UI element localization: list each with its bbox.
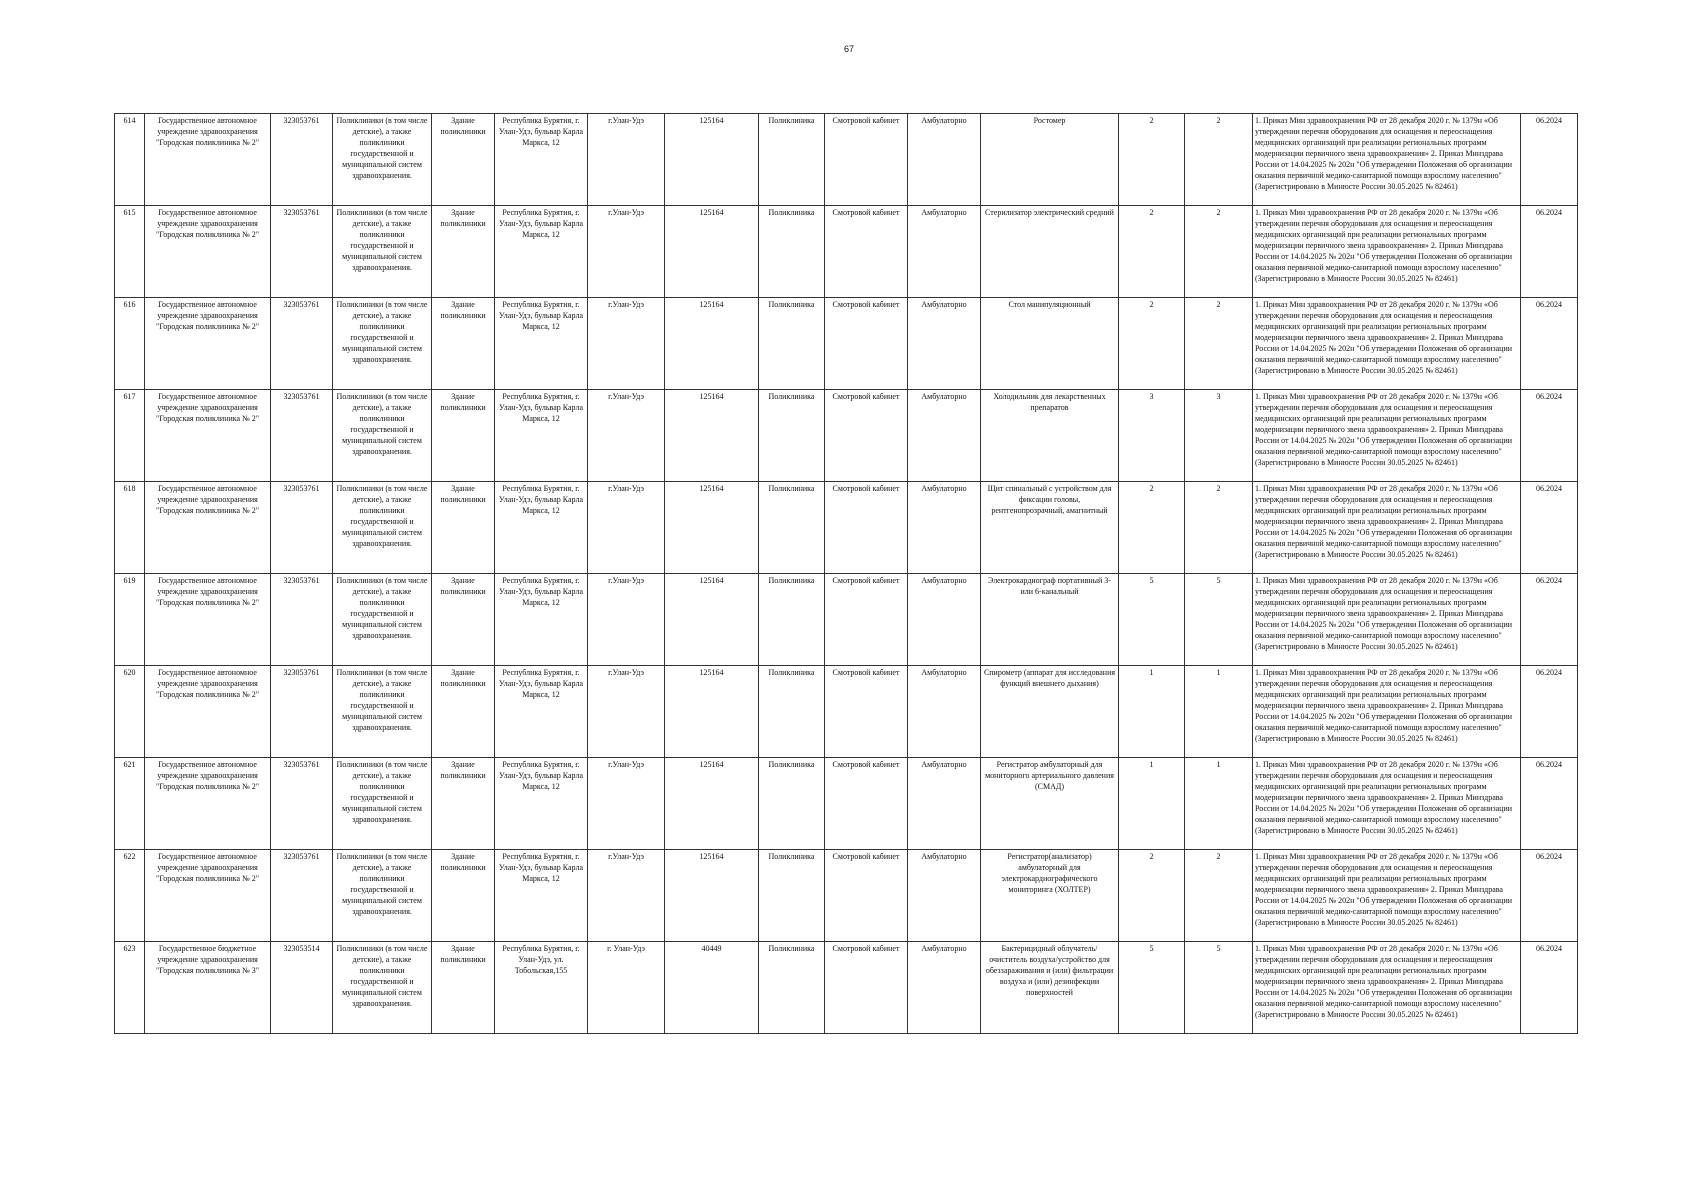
- facility-type: Поликлиники (в том числе детские), а также поликлиники государственной и муниципальной систем здравоохранения.: [333, 482, 432, 574]
- table-row: [115, 758, 1578, 850]
- legal-basis: 1. Приказ Мин здравоохранения РФ от 28 декабря 2020 г. № 1379н «Об утверждении перечня оборудования для оснащения и переоснащения медицинских организаций при реализации региональных программ модернизации первичного звена здравоохранения» 2. Приказ Минздрава России от 14.04.2025 № 202н "Об утверждении Положения об организации оказания первичной медико-санитарной помощи взрослому населению" (Зарегистрировано в Минюсте России 30.05.2025 № 82461): [1253, 850, 1521, 942]
- city: г.Улан-Удэ: [588, 574, 665, 666]
- care-mode: Амбулаторно: [908, 114, 981, 206]
- postal-code: 125164: [665, 298, 759, 390]
- address: Республика Бурятия, г. Улан-Удэ, бульвар Карла Маркса, 12: [495, 666, 588, 758]
- postal-code: 125164: [665, 206, 759, 298]
- building-name: Здание поликлиники: [432, 942, 495, 1034]
- care-mode: Амбулаторно: [908, 390, 981, 482]
- quantity-required: 2: [1119, 206, 1185, 298]
- date: 06.2024: [1521, 298, 1578, 390]
- date: 06.2024: [1521, 114, 1578, 206]
- legal-basis: 1. Приказ Мин здравоохранения РФ от 28 декабря 2020 г. № 1379н «Об утверждении перечня оборудования для оснащения и переоснащения медицинских организаций при реализации региональных программ модернизации первичного звена здравоохранения» 2. Приказ Минздрава России от 14.04.2025 № 202н "Об утверждении Положения об организации оказания первичной медико-санитарной помощи взрослому населению" (Зарегистрировано в Минюсте России 30.05.2025 № 82461): [1253, 390, 1521, 482]
- care-mode: Амбулаторно: [908, 758, 981, 850]
- date: 06.2024: [1521, 758, 1578, 850]
- organization-name: Государственное автономное учреждение здравоохранения "Городская поликлиника № 2": [145, 850, 271, 942]
- room: Смотровой кабинет: [825, 298, 908, 390]
- quantity-required: 2: [1119, 850, 1185, 942]
- address: Республика Бурятия, г. Улан-Удэ, бульвар Карла Маркса, 12: [495, 574, 588, 666]
- quantity-actual: 5: [1185, 574, 1253, 666]
- department: Поликлиника: [759, 482, 825, 574]
- address: Республика Бурятия, г. Улан-Удэ, бульвар Карла Маркса, 12: [495, 390, 588, 482]
- quantity-required: 5: [1119, 574, 1185, 666]
- care-mode: Амбулаторно: [908, 298, 981, 390]
- table-row: [115, 206, 1578, 298]
- address: Республика Бурятия, г. Улан-Удэ, ул. Тобольская,155: [495, 942, 588, 1034]
- inn-code: 323053761: [271, 666, 333, 758]
- equipment-name: Холодильник для лекарственных препаратов: [981, 390, 1119, 482]
- department: Поликлиника: [759, 758, 825, 850]
- room: Смотровой кабинет: [825, 850, 908, 942]
- department: Поликлиника: [759, 206, 825, 298]
- quantity-actual: 2: [1185, 850, 1253, 942]
- address: Республика Бурятия, г. Улан-Удэ, бульвар Карла Маркса, 12: [495, 298, 588, 390]
- facility-type: Поликлиники (в том числе детские), а также поликлиники государственной и муниципальной систем здравоохранения.: [333, 942, 432, 1034]
- table-row: [115, 114, 1578, 206]
- table-row: [115, 298, 1578, 390]
- equipment-name: Электрокардиограф портативный 3- или 6-канальный: [981, 574, 1119, 666]
- date: 06.2024: [1521, 666, 1578, 758]
- table-row: [115, 850, 1578, 942]
- table-row: [115, 942, 1578, 1034]
- row-number: 618: [115, 482, 145, 574]
- room: Смотровой кабинет: [825, 758, 908, 850]
- care-mode: Амбулаторно: [908, 942, 981, 1034]
- city: г. Улан-Удэ: [588, 942, 665, 1034]
- building-name: Здание поликлиники: [432, 758, 495, 850]
- quantity-actual: 2: [1185, 298, 1253, 390]
- address: Республика Бурятия, г. Улан-Удэ, бульвар Карла Маркса, 12: [495, 850, 588, 942]
- building-name: Здание поликлиники: [432, 482, 495, 574]
- equipment-name: Бактерицидный облучатель/очиститель воздуха/устройство для обеззараживания и (или) фильтрации воздуха и (или) дезинфекции поверхностей: [981, 942, 1119, 1034]
- inn-code: 323053761: [271, 482, 333, 574]
- department: Поликлиника: [759, 666, 825, 758]
- quantity-required: 5: [1119, 942, 1185, 1034]
- address: Республика Бурятия, г. Улан-Удэ, бульвар Карла Маркса, 12: [495, 482, 588, 574]
- city: г.Улан-Удэ: [588, 758, 665, 850]
- postal-code: 125164: [665, 574, 759, 666]
- quantity-required: 1: [1119, 666, 1185, 758]
- inn-code: 323053761: [271, 850, 333, 942]
- facility-type: Поликлиники (в том числе детские), а также поликлиники государственной и муниципальной систем здравоохранения.: [333, 758, 432, 850]
- facility-type: Поликлиники (в том числе детские), а также поликлиники государственной и муниципальной систем здравоохранения.: [333, 666, 432, 758]
- city: г.Улан-Удэ: [588, 482, 665, 574]
- quantity-required: 2: [1119, 298, 1185, 390]
- row-number: 617: [115, 390, 145, 482]
- organization-name: Государственное автономное учреждение здравоохранения "Городская поликлиника № 2": [145, 482, 271, 574]
- postal-code: 125164: [665, 850, 759, 942]
- quantity-actual: 1: [1185, 666, 1253, 758]
- inn-code: 323053761: [271, 758, 333, 850]
- date: 06.2024: [1521, 206, 1578, 298]
- address: Республика Бурятия, г. Улан-Удэ, бульвар Карла Маркса, 12: [495, 206, 588, 298]
- address: Республика Бурятия, г. Улан-Удэ, бульвар Карла Маркса, 12: [495, 758, 588, 850]
- facility-type: Поликлиники (в том числе детские), а также поликлиники государственной и муниципальной систем здравоохранения.: [333, 298, 432, 390]
- building-name: Здание поликлиники: [432, 114, 495, 206]
- organization-name: Государственное автономное учреждение здравоохранения "Городская поликлиника № 2": [145, 298, 271, 390]
- city: г.Улан-Удэ: [588, 666, 665, 758]
- room: Смотровой кабинет: [825, 666, 908, 758]
- quantity-actual: 2: [1185, 206, 1253, 298]
- table-row: [115, 482, 1578, 574]
- city: г.Улан-Удэ: [588, 206, 665, 298]
- row-number: 621: [115, 758, 145, 850]
- address: Республика Бурятия, г. Улан-Удэ, бульвар Карла Маркса, 12: [495, 114, 588, 206]
- facility-type: Поликлиники (в том числе детские), а также поликлиники государственной и муниципальной систем здравоохранения.: [333, 114, 432, 206]
- quantity-required: 2: [1119, 482, 1185, 574]
- equipment-name: Регистратор(анализатор) амбулаторный для электрокардиографического мониторинга (ХОЛТЕР): [981, 850, 1119, 942]
- building-name: Здание поликлиники: [432, 574, 495, 666]
- row-number: 616: [115, 298, 145, 390]
- legal-basis: 1. Приказ Мин здравоохранения РФ от 28 декабря 2020 г. № 1379н «Об утверждении перечня оборудования для оснащения и переоснащения медицинских организаций при реализации региональных программ модернизации первичного звена здравоохранения» 2. Приказ Минздрава России от 14.04.2025 № 202н "Об утверждении Положения об организации оказания первичной медико-санитарной помощи взрослому населению" (Зарегистрировано в Минюсте России 30.05.2025 № 82461): [1253, 574, 1521, 666]
- organization-name: Государственное автономное учреждение здравоохранения "Городская поликлиника № 2": [145, 758, 271, 850]
- postal-code: 40449: [665, 942, 759, 1034]
- inn-code: 323053514: [271, 942, 333, 1034]
- legal-basis: 1. Приказ Мин здравоохранения РФ от 28 декабря 2020 г. № 1379н «Об утверждении перечня оборудования для оснащения и переоснащения медицинских организаций при реализации региональных программ модернизации первичного звена здравоохранения» 2. Приказ Минздрава России от 14.04.2025 № 202н "Об утверждении Положения об организации оказания первичной медико-санитарной помощи взрослому населению" (Зарегистрировано в Минюсте России 30.05.2025 № 82461): [1253, 206, 1521, 298]
- building-name: Здание поликлиники: [432, 298, 495, 390]
- city: г.Улан-Удэ: [588, 390, 665, 482]
- page-number: 67: [843, 44, 854, 54]
- organization-name: Государственное бюджетное учреждение здравоохранения "Городская поликлиника № 3": [145, 942, 271, 1034]
- equipment-name: Регистратор амбулаторный для мониторного артериального давления (СМАД): [981, 758, 1119, 850]
- postal-code: 125164: [665, 666, 759, 758]
- row-number: 615: [115, 206, 145, 298]
- organization-name: Государственное автономное учреждение здравоохранения "Городская поликлиника № 2": [145, 390, 271, 482]
- postal-code: 125164: [665, 114, 759, 206]
- row-number: 623: [115, 942, 145, 1034]
- legal-basis: 1. Приказ Мин здравоохранения РФ от 28 декабря 2020 г. № 1379н «Об утверждении перечня оборудования для оснащения и переоснащения медицинских организаций при реализации региональных программ модернизации первичного звена здравоохранения» 2. Приказ Минздрава России от 14.04.2025 № 202н "Об утверждении Положения об организации оказания первичной медико-санитарной помощи взрослому населению" (Зарегистрировано в Минюсте России 30.05.2025 № 82461): [1253, 298, 1521, 390]
- legal-basis: 1. Приказ Мин здравоохранения РФ от 28 декабря 2020 г. № 1379н «Об утверждении перечня оборудования для оснащения и переоснащения медицинских организаций при реализации региональных программ модернизации первичного звена здравоохранения» 2. Приказ Минздрава России от 14.04.2025 № 202н "Об утверждении Положения об организации оказания первичной медико-санитарной помощи взрослому населению" (Зарегистрировано в Минюсте России 30.05.2025 № 82461): [1253, 758, 1521, 850]
- quantity-actual: 2: [1185, 482, 1253, 574]
- date: 06.2024: [1521, 390, 1578, 482]
- postal-code: 125164: [665, 390, 759, 482]
- equipment-table: [114, 113, 1578, 1034]
- facility-type: Поликлиники (в том числе детские), а также поликлиники государственной и муниципальной систем здравоохранения.: [333, 390, 432, 482]
- table-row: [115, 574, 1578, 666]
- inn-code: 323053761: [271, 206, 333, 298]
- building-name: Здание поликлиники: [432, 850, 495, 942]
- quantity-actual: 1: [1185, 758, 1253, 850]
- room: Смотровой кабинет: [825, 390, 908, 482]
- care-mode: Амбулаторно: [908, 482, 981, 574]
- table-row: [115, 666, 1578, 758]
- table-row: [115, 390, 1578, 482]
- facility-type: Поликлиники (в том числе детские), а также поликлиники государственной и муниципальной систем здравоохранения.: [333, 850, 432, 942]
- equipment-name: Спирометр (аппарат для исследования функций внешнего дыхания): [981, 666, 1119, 758]
- city: г.Улан-Удэ: [588, 298, 665, 390]
- date: 06.2024: [1521, 850, 1578, 942]
- city: г.Улан-Удэ: [588, 850, 665, 942]
- department: Поликлиника: [759, 390, 825, 482]
- building-name: Здание поликлиники: [432, 666, 495, 758]
- legal-basis: 1. Приказ Мин здравоохранения РФ от 28 декабря 2020 г. № 1379н «Об утверждении перечня оборудования для оснащения и переоснащения медицинских организаций при реализации региональных программ модернизации первичного звена здравоохранения» 2. Приказ Минздрава России от 14.04.2025 № 202н "Об утверждении Положения об организации оказания первичной медико-санитарной помощи взрослому населению" (Зарегистрировано в Минюсте России 30.05.2025 № 82461): [1253, 114, 1521, 206]
- care-mode: Амбулаторно: [908, 206, 981, 298]
- row-number: 620: [115, 666, 145, 758]
- equipment-name: Стол манипуляционный: [981, 298, 1119, 390]
- row-number: 622: [115, 850, 145, 942]
- equipment-name: Щит спинальный с устройством для фиксации головы, рентгенопрозрачный, амагнитный: [981, 482, 1119, 574]
- date: 06.2024: [1521, 942, 1578, 1034]
- legal-basis: 1. Приказ Мин здравоохранения РФ от 28 декабря 2020 г. № 1379н «Об утверждении перечня оборудования для оснащения и переоснащения медицинских организаций при реализации региональных программ модернизации первичного звена здравоохранения» 2. Приказ Минздрава России от 14.04.2025 № 202н "Об утверждении Положения об организации оказания первичной медико-санитарной помощи взрослому населению" (Зарегистрировано в Минюсте России 30.05.2025 № 82461): [1253, 666, 1521, 758]
- row-number: 619: [115, 574, 145, 666]
- room: Смотровой кабинет: [825, 942, 908, 1034]
- department: Поликлиника: [759, 574, 825, 666]
- inn-code: 323053761: [271, 574, 333, 666]
- postal-code: 125164: [665, 758, 759, 850]
- room: Смотровой кабинет: [825, 114, 908, 206]
- postal-code: 125164: [665, 482, 759, 574]
- legal-basis: 1. Приказ Мин здравоохранения РФ от 28 декабря 2020 г. № 1379н «Об утверждении перечня оборудования для оснащения и переоснащения медицинских организаций при реализации региональных программ модернизации первичного звена здравоохранения» 2. Приказ Минздрава России от 14.04.2025 № 202н "Об утверждении Положения об организации оказания первичной медико-санитарной помощи взрослому населению" (Зарегистрировано в Минюсте России 30.05.2025 № 82461): [1253, 942, 1521, 1034]
- inn-code: 323053761: [271, 298, 333, 390]
- organization-name: Государственное автономное учреждение здравоохранения "Городская поликлиника № 2": [145, 206, 271, 298]
- building-name: Здание поликлиники: [432, 206, 495, 298]
- facility-type: Поликлиники (в том числе детские), а также поликлиники государственной и муниципальной систем здравоохранения.: [333, 206, 432, 298]
- date: 06.2024: [1521, 574, 1578, 666]
- quantity-required: 3: [1119, 390, 1185, 482]
- building-name: Здание поликлиники: [432, 390, 495, 482]
- department: Поликлиника: [759, 942, 825, 1034]
- city: г.Улан-Удэ: [588, 114, 665, 206]
- care-mode: Амбулаторно: [908, 850, 981, 942]
- care-mode: Амбулаторно: [908, 666, 981, 758]
- quantity-actual: 5: [1185, 942, 1253, 1034]
- room: Смотровой кабинет: [825, 574, 908, 666]
- quantity-required: 2: [1119, 114, 1185, 206]
- organization-name: Государственное автономное учреждение здравоохранения "Городская поликлиника № 2": [145, 666, 271, 758]
- facility-type: Поликлиники (в том числе детские), а также поликлиники государственной и муниципальной систем здравоохранения.: [333, 574, 432, 666]
- legal-basis: 1. Приказ Мин здравоохранения РФ от 28 декабря 2020 г. № 1379н «Об утверждении перечня оборудования для оснащения и переоснащения медицинских организаций при реализации региональных программ модернизации первичного звена здравоохранения» 2. Приказ Минздрава России от 14.04.2025 № 202н "Об утверждении Положения об организации оказания первичной медико-санитарной помощи взрослому населению" (Зарегистрировано в Минюсте России 30.05.2025 № 82461): [1253, 482, 1521, 574]
- department: Поликлиника: [759, 850, 825, 942]
- quantity-actual: 2: [1185, 114, 1253, 206]
- equipment-name: Ростомер: [981, 114, 1119, 206]
- quantity-required: 1: [1119, 758, 1185, 850]
- organization-name: Государственное автономное учреждение здравоохранения "Городская поликлиника № 2": [145, 574, 271, 666]
- department: Поликлиника: [759, 114, 825, 206]
- room: Смотровой кабинет: [825, 206, 908, 298]
- inn-code: 323053761: [271, 114, 333, 206]
- date: 06.2024: [1521, 482, 1578, 574]
- quantity-actual: 3: [1185, 390, 1253, 482]
- care-mode: Амбулаторно: [908, 574, 981, 666]
- row-number: 614: [115, 114, 145, 206]
- department: Поликлиника: [759, 298, 825, 390]
- organization-name: Государственное автономное учреждение здравоохранения "Городская поликлиника № 2": [145, 114, 271, 206]
- room: Смотровой кабинет: [825, 482, 908, 574]
- equipment-name: Стерилизатор электрический средний: [981, 206, 1119, 298]
- inn-code: 323053761: [271, 390, 333, 482]
